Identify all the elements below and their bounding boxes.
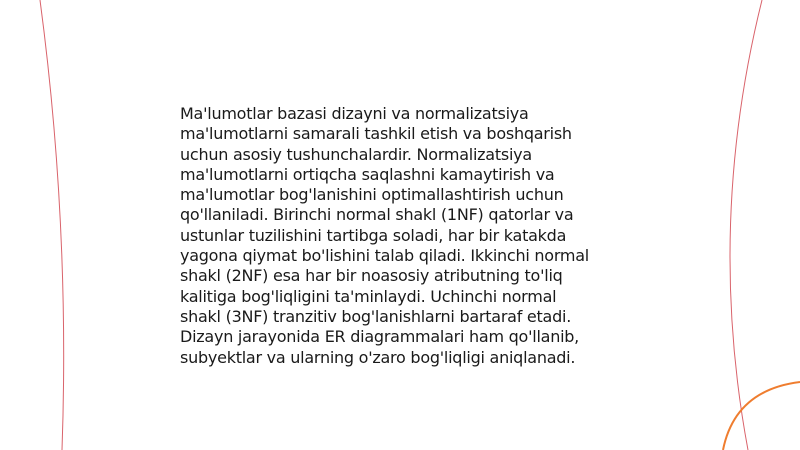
paragraph-line: shakl (3NF) tranzitiv bog'lanishlarni bartaraf etadi. xyxy=(180,306,572,326)
paragraph-line: uchun asosiy tushunchalardir. Normalizatsiya xyxy=(180,144,532,164)
right-arc xyxy=(730,0,762,450)
paragraph-line: kalitiga bog'liqligini ta'minlaydi. Uchinchi normal xyxy=(180,286,557,306)
paragraph-line: shakl (2NF) esa har bir noasosiy atributning to'liq xyxy=(180,266,563,286)
paragraph-line: ma'lumotlarni ortiqcha saqlashni kamaytirish va xyxy=(180,164,555,184)
paragraph-line: qo'llaniladi. Birinchi normal shakl (1NF) qatorlar va xyxy=(180,205,574,225)
paragraph-line: yagona qiymat bo'lishini talab qiladi. Ikkinchi normal xyxy=(180,246,589,266)
paragraph-line: subyektlar va ularning o'zaro bog'liqligi aniqlanadi. xyxy=(180,347,576,367)
body-paragraph xyxy=(180,104,620,368)
left-arc xyxy=(40,0,64,450)
paragraph-line: Dizayn jarayonida ER diagrammalari ham qo'llanib, xyxy=(180,327,580,347)
paragraph-line: ustunlar tuzilishini tartibga soladi, har bir katakda xyxy=(180,225,567,245)
paragraph-line: Ma'lumotlar bazasi dizayni va normalizatsiya xyxy=(180,104,529,123)
paragraph-line: ma'lumotlar bog'lanishini optimallashtirish uchun xyxy=(180,185,564,205)
orange-corner-arc xyxy=(723,382,800,450)
paragraph-line: ma'lumotlarni samarali tashkil etish va boshqarish xyxy=(180,124,572,144)
